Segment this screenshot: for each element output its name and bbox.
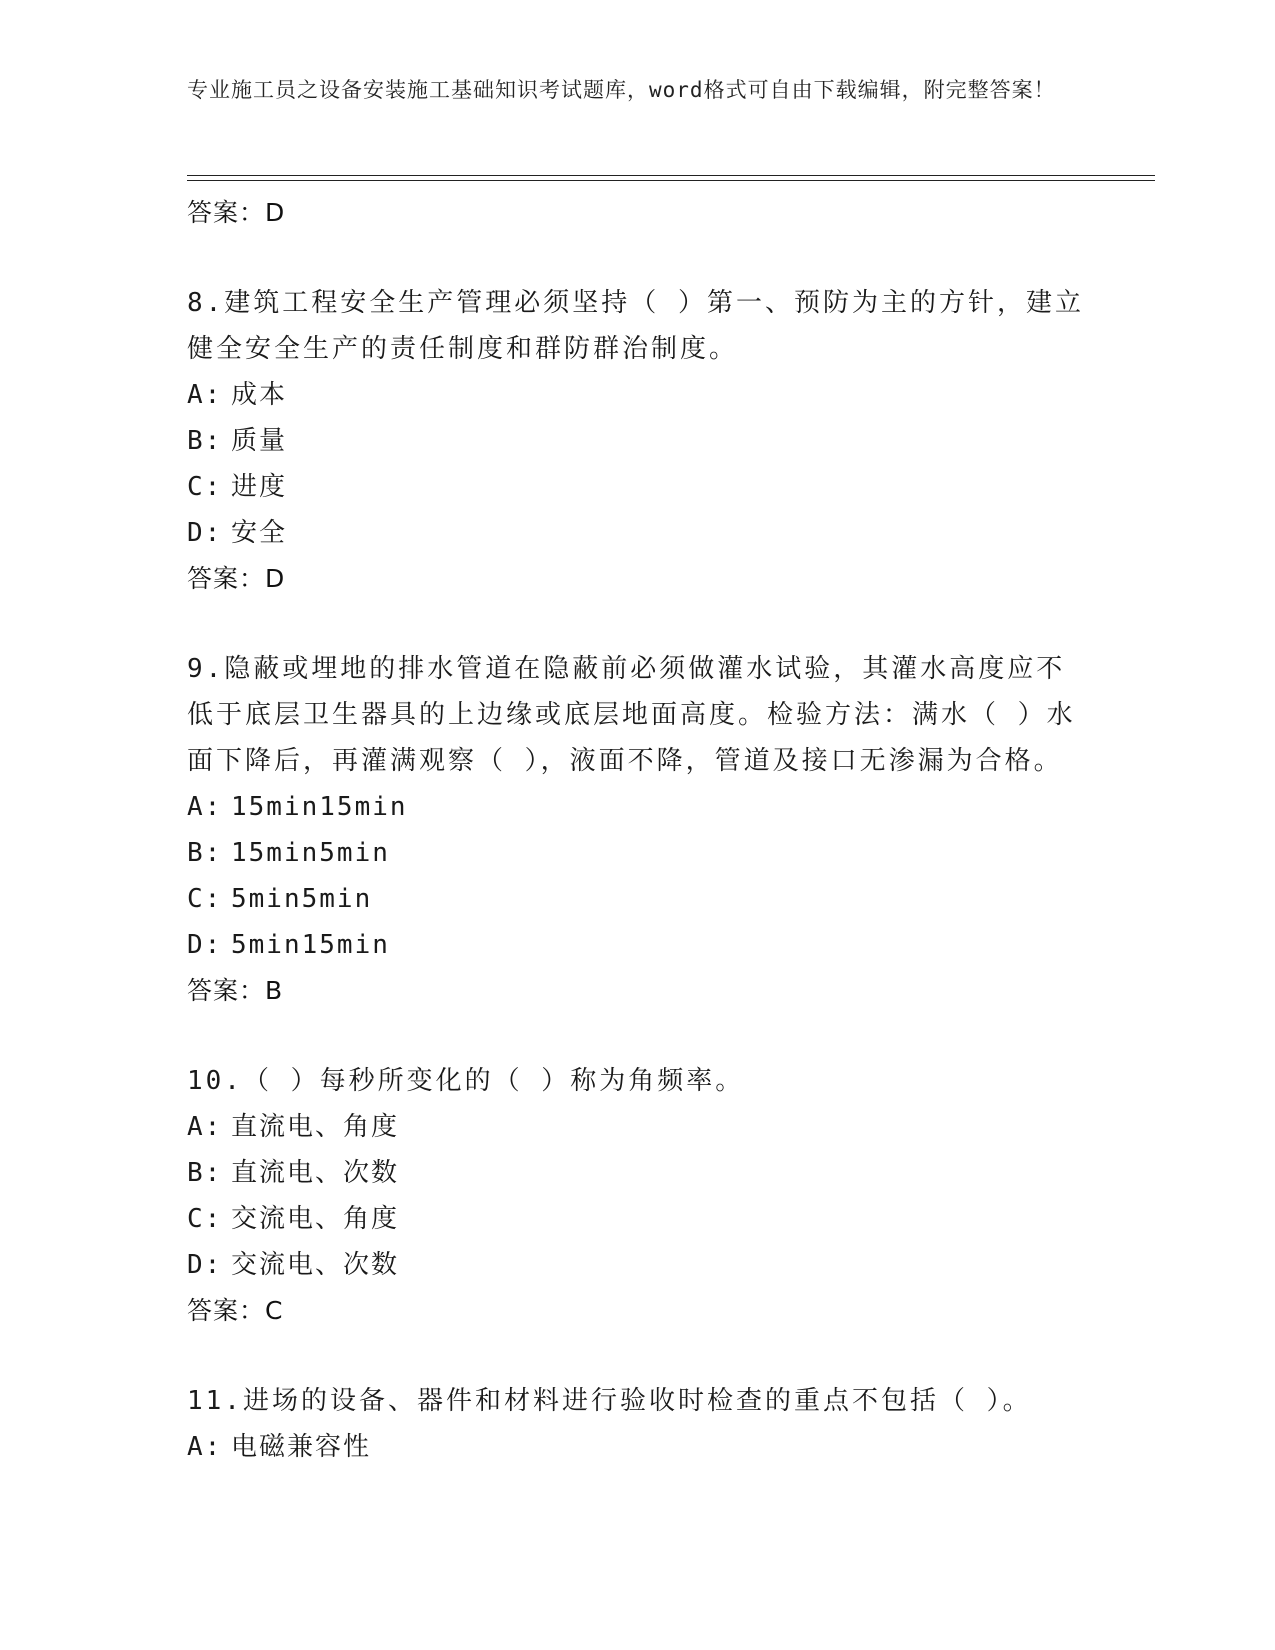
option-text: 15min15min (231, 792, 408, 822)
option-a (187, 1424, 1087, 1470)
option-a (187, 784, 1087, 830)
option-text: 质量 (231, 426, 288, 456)
option-letter: B: (187, 1158, 223, 1188)
option-text: 直流电、角度 (231, 1112, 400, 1142)
option-c (187, 464, 1087, 510)
option-b (187, 418, 1087, 464)
question-item (187, 1058, 1087, 1334)
answer-line: 答案：D (187, 564, 286, 593)
option-a (187, 1104, 1087, 1150)
question-list (187, 190, 1087, 1470)
option-d (187, 510, 1087, 556)
option-text: 15min5min (231, 838, 390, 868)
answer-line: 答案：B (187, 976, 284, 1005)
option-letter: A: (187, 1432, 223, 1462)
option-letter: B: (187, 426, 223, 456)
answer-line: 答案：C (187, 1296, 284, 1325)
option-letter: B: (187, 838, 223, 868)
option-text: 5min5min (231, 884, 373, 914)
question-text: 9.隐蔽或埋地的排水管道在隐蔽前必须做灌水试验，其灌水高度应不低于底层卫生器具的上边缘或底层地面高度。检验方法：满水（ ）水面下降后，再灌满观察（ ），液面不降，管道及接口无渗漏为合格。 (187, 654, 1076, 776)
option-text: 5min15min (231, 930, 390, 960)
option-c (187, 1196, 1087, 1242)
question-text: 10.（ ）每秒所变化的（ ）称为角频率。 (187, 1066, 745, 1096)
option-b (187, 1150, 1087, 1196)
option-text: 成本 (231, 380, 288, 410)
option-letter: A: (187, 1112, 223, 1142)
document-header: 专业施工员之设备安装施工基础知识考试题库，word格式可自由下载编辑，附完整答案！ (187, 78, 1056, 102)
option-c (187, 876, 1087, 922)
option-text: 直流电、次数 (231, 1158, 400, 1188)
option-letter: A: (187, 380, 223, 410)
answer-line: 答案：D (187, 198, 286, 227)
option-letter: C: (187, 1204, 223, 1234)
option-letter: C: (187, 884, 223, 914)
question-item (187, 1378, 1087, 1470)
option-d (187, 1242, 1087, 1288)
header-divider-top (187, 175, 1155, 176)
option-d (187, 922, 1087, 968)
option-a (187, 372, 1087, 418)
header-divider-bottom (187, 180, 1155, 181)
option-letter: D: (187, 930, 223, 960)
option-text: 进度 (231, 472, 288, 502)
option-letter: D: (187, 518, 223, 548)
question-text: 8.建筑工程安全生产管理必须坚持（ ）第一、预防为主的方针，建立健全安全生产的责任制度和群防群治制度。 (187, 288, 1084, 364)
option-text: 电磁兼容性 (231, 1432, 372, 1462)
option-letter: A: (187, 792, 223, 822)
option-letter: D: (187, 1250, 223, 1280)
option-text: 安全 (231, 518, 288, 548)
option-text: 交流电、角度 (231, 1204, 400, 1234)
question-item (187, 280, 1087, 602)
option-text: 交流电、次数 (231, 1250, 400, 1280)
option-letter: C: (187, 472, 223, 502)
question-item (187, 646, 1087, 1014)
question-text: 11.进场的设备、器件和材料进行验收时检查的重点不包括（ ）。 (187, 1386, 1032, 1416)
option-b (187, 830, 1087, 876)
